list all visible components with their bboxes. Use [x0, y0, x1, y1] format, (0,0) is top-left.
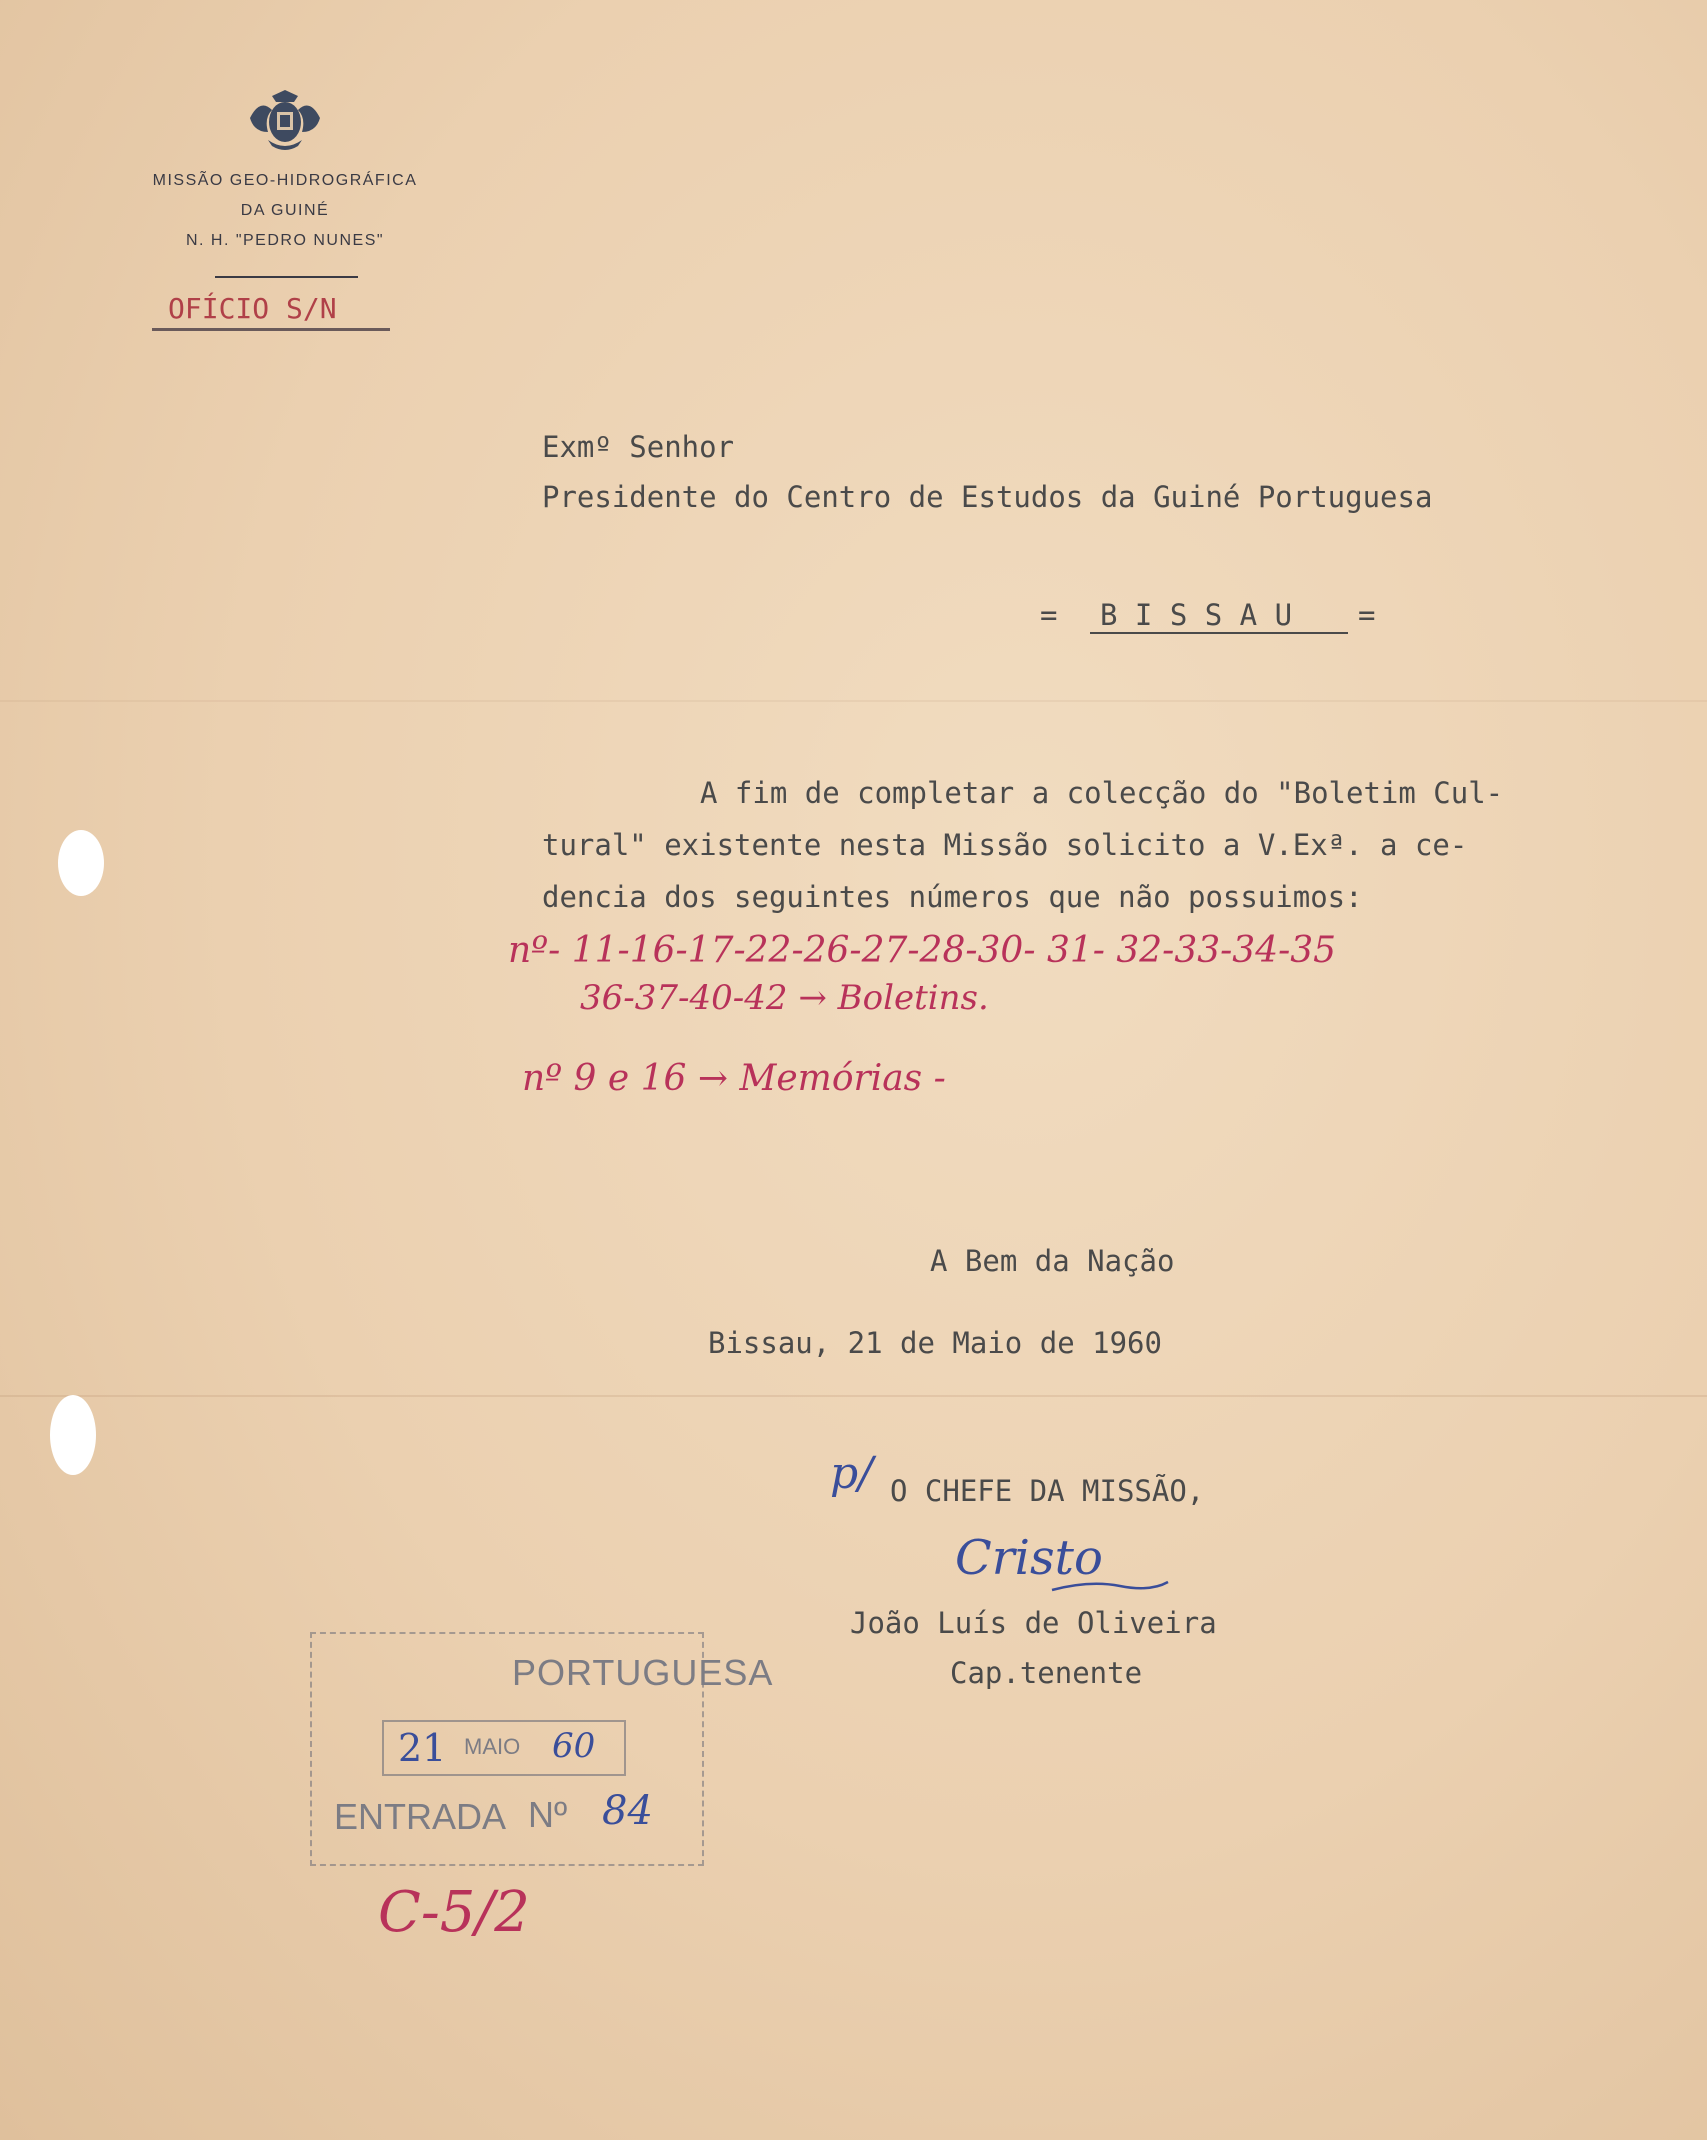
stamp-day: 21 — [398, 1726, 447, 1770]
punch-hole — [58, 830, 104, 896]
place-and-date: Bissau, 21 de Maio de 1960 — [708, 1326, 1162, 1360]
body-line: tural" existente nesta Missão solicito a V.Exª. a ce- — [542, 828, 1468, 862]
body-line: dencia dos seguintes números que não possuimos: — [542, 880, 1363, 914]
handwritten-note-issue-numbers: nº- 11-16-17-22-26-27-28-30- 31- 32-33-34-35 — [508, 930, 1337, 971]
stamp-entry-number-label: Nº — [528, 1794, 568, 1835]
signature: Cristo — [955, 1530, 1103, 1586]
per-procurationem-mark: p/ — [830, 1448, 873, 1499]
archive-classification-mark: C-5/2 — [378, 1880, 530, 1945]
punch-hole — [50, 1395, 96, 1475]
handwritten-note-memoirs: nº 9 e 16 → Memórias - — [522, 1058, 946, 1099]
stamp-month: MAIO — [464, 1734, 521, 1759]
city-prefix: = — [1040, 598, 1058, 632]
addressee-title: Presidente do Centro de Estudos da Guiné Portuguesa — [542, 480, 1433, 514]
salutation: Exmº Senhor — [542, 430, 735, 464]
signatory-name: João Luís de Oliveira — [850, 1606, 1217, 1640]
signatory-rank: Cap.tenente — [950, 1656, 1143, 1690]
received-stamp — [310, 1632, 774, 1866]
city-suffix: = — [1358, 598, 1376, 632]
letterhead-region: DA GUINÉ — [240, 202, 330, 219]
reference-number: OFÍCIO S/N — [168, 292, 337, 325]
closing-motto: A Bem da Nação — [930, 1244, 1175, 1278]
addressee-city: B I S S A U — [1100, 598, 1293, 632]
stamp-header: PORTUGUESA — [512, 1652, 774, 1693]
paper-fold-line — [0, 1395, 1707, 1397]
signatory-title: O CHEFE DA MISSÃO, — [890, 1474, 1205, 1508]
letterhead-org-name: MISSÃO GEO-HIDROGRÁFICA — [152, 172, 418, 189]
signature-flourish — [1050, 1572, 1170, 1596]
stamp-date-box — [382, 1720, 626, 1776]
reference-underline — [152, 328, 390, 331]
paper-fold-line — [0, 700, 1707, 702]
stamp-entry-number: 84 — [602, 1788, 653, 1834]
city-underline — [1090, 632, 1348, 634]
body-line: A fim de completar a colecção do "Boletim Cul- — [700, 776, 1504, 810]
stamp-year: 60 — [552, 1726, 596, 1766]
handwritten-note-bulletins: 36-37-40-42 → Boletins. — [580, 978, 989, 1018]
coat-of-arms-emblem — [246, 88, 324, 152]
stamp-entry-label: ENTRADA — [334, 1796, 507, 1837]
letterhead-ship-name: N. H. "PEDRO NUNES" — [185, 232, 385, 249]
letterhead-divider — [215, 276, 358, 278]
